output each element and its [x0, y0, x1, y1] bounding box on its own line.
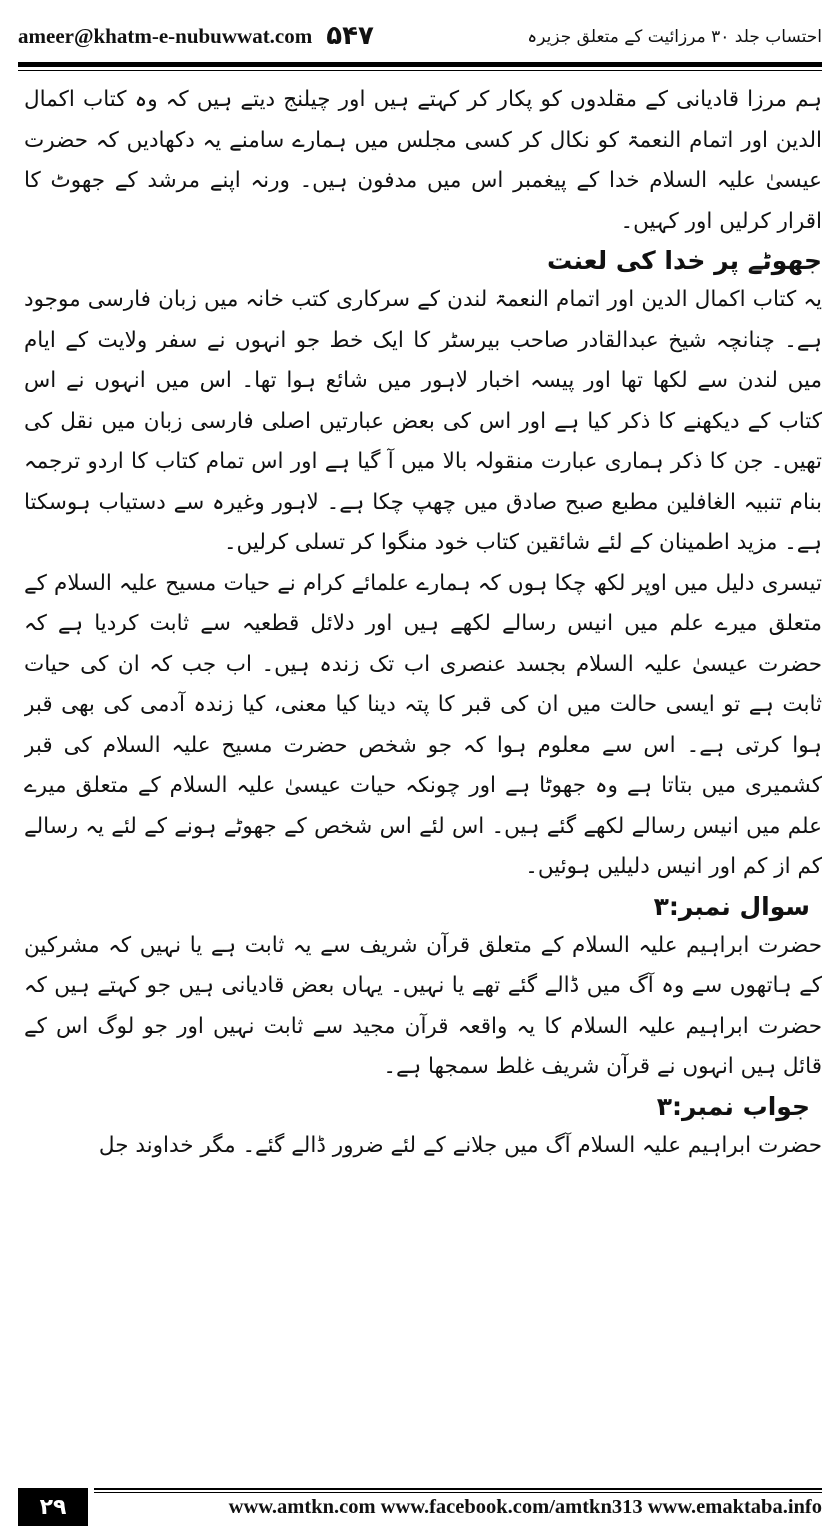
heading-curse-on-liar: جھوٹے پر خدا کی لعنت — [546, 246, 822, 275]
heading-answer-3: جواب نمبر:۳ — [656, 1091, 810, 1121]
paragraph-book-london: یہ کتاب اکمال الدین اور اتمام النعمۃ لندن کے سرکاری کتب خانہ میں زبان فارسی موجود ہے۔ چنانچہ شیخ عبدالقادر صاحب بیرسٹر کا ایک خط جو انہوں نے سفر ولایت کے ایام میں لندن سے لکھا تھا اور پیسہ اخبار لاہور میں شائع ہوا تھا۔ اس میں انہوں نے اس کتاب کے دیکھنے کا ذکر کیا ہے اور اس کی بعض عبارتیں اصلی فارسی زبان میں نقل کی تھیں۔ جن کا ذکر ہماری عبارت منقولہ بالا میں آ گیا ہے اور اس تمام کتاب کا اردو ترجمہ بنام تنبیہ الغافلین مطبع صبح صادق میں چھپ چکا ہے۔ لاہور وغیرہ سے دستیاب ہوسکتا ہے۔ مزید اطمینان کے لئے شائقین کتاب خود منگوا کر تسلی کرلیں۔ — [24, 287, 822, 555]
paragraph-answer-ibrahim: حضرت ابراہیم علیہ السلام آگ میں جلانے کے لئے ضرور ڈالے گئے۔ مگر خداوند جل — [98, 1132, 822, 1158]
header-rule-thin — [18, 70, 822, 71]
footer-rule-thick — [94, 1488, 822, 1490]
header-book-title: احتساب جلد ۳۰ مرزائیت کے متعلق جزیرہ — [527, 26, 822, 47]
footer-links[interactable]: www.amtkn.com www.facebook.com/amtkn313 www.emaktaba.info — [228, 1496, 822, 1518]
paragraph-challenge: ہم مرزا قادیانی کے مقلدوں کو پکار کر کہتے ہیں اور چیلنج دیتے ہیں کہ وہ کتاب اکمال الدین اور اتمام النعمۃ کو نکال کر کسی مجلس میں ہمارے سامنے یہ دکھادیں کہ حضرت عیسیٰ علیہ السلام خدا کے پیغمبر اس میں مدفون ہیں۔ ورنہ اپنے مرشد کے جھوٹ کا اقرار کرلیں اور کہیں۔ — [24, 87, 822, 234]
header-page-number: ۵۴۷ — [326, 21, 374, 51]
page-body — [24, 80, 822, 1462]
page-footer — [18, 1474, 822, 1532]
paragraph-question-ibrahim: حضرت ابراہیم علیہ السلام کے متعلق قرآن شریف سے یہ ثابت ہے یا نہیں کہ مشرکین کے ہاتھوں سے وہ آگ میں ڈالے گئے تھے یا نہیں۔ یہاں بعض قادیانی ہیں جو کہتے ہیں کہ حضرت ابراہیم علیہ السلام کا یہ واقعہ قرآن مجید سے ثابت نہیں اور جو لوگ اس کے قائل ہیں انہوں نے قرآن شریف غلط سمجھا ہے۔ — [24, 932, 822, 1079]
heading-question-3: سوال نمبر:۳ — [653, 891, 810, 921]
header-email: ameer@khatm-e-nubuwwat.com — [18, 23, 313, 48]
footer-rule-thin — [94, 1492, 822, 1493]
page-header — [18, 14, 822, 58]
header-left — [18, 21, 374, 51]
header-rule-thick — [18, 62, 822, 67]
paragraph-third-argument: تیسری دلیل میں اوپر لکھ چکا ہوں کہ ہمارے علمائے کرام نے حیات مسیح علیہ السلام کے متعلق میرے علم میں انیس رسالے لکھے ہیں اور دلائل قطعیہ سے ثابت کردیا ہے کہ حضرت عیسیٰ علیہ السلام بجسد عنصری اب تک زندہ ہیں۔ اب جب کہ ان کی حیات ثابت ہے تو ایسی حالت میں ان کی قبر کا پتہ دینا کیا معنی، کیا زندہ آدمی کی بھی قبر ہوا کرتی ہے۔ اس سے معلوم ہوا کہ جو شخص حضرت مسیح علیہ السلام کی قبر کشمیری میں بتاتا ہے وہ جھوٹا ہے اور چونکہ حیات عیسیٰ علیہ السلام کے متعلق میرے علم میں انیس رسالے لکھے گئے ہیں۔ اس لئے اس شخص کے جھوٹے ہونے کے لئے یہ رسالے کم از کم اور انیس دلیلیں ہوئیں۔ — [24, 570, 822, 879]
footer-page-box: ۲۹ — [18, 1488, 88, 1526]
